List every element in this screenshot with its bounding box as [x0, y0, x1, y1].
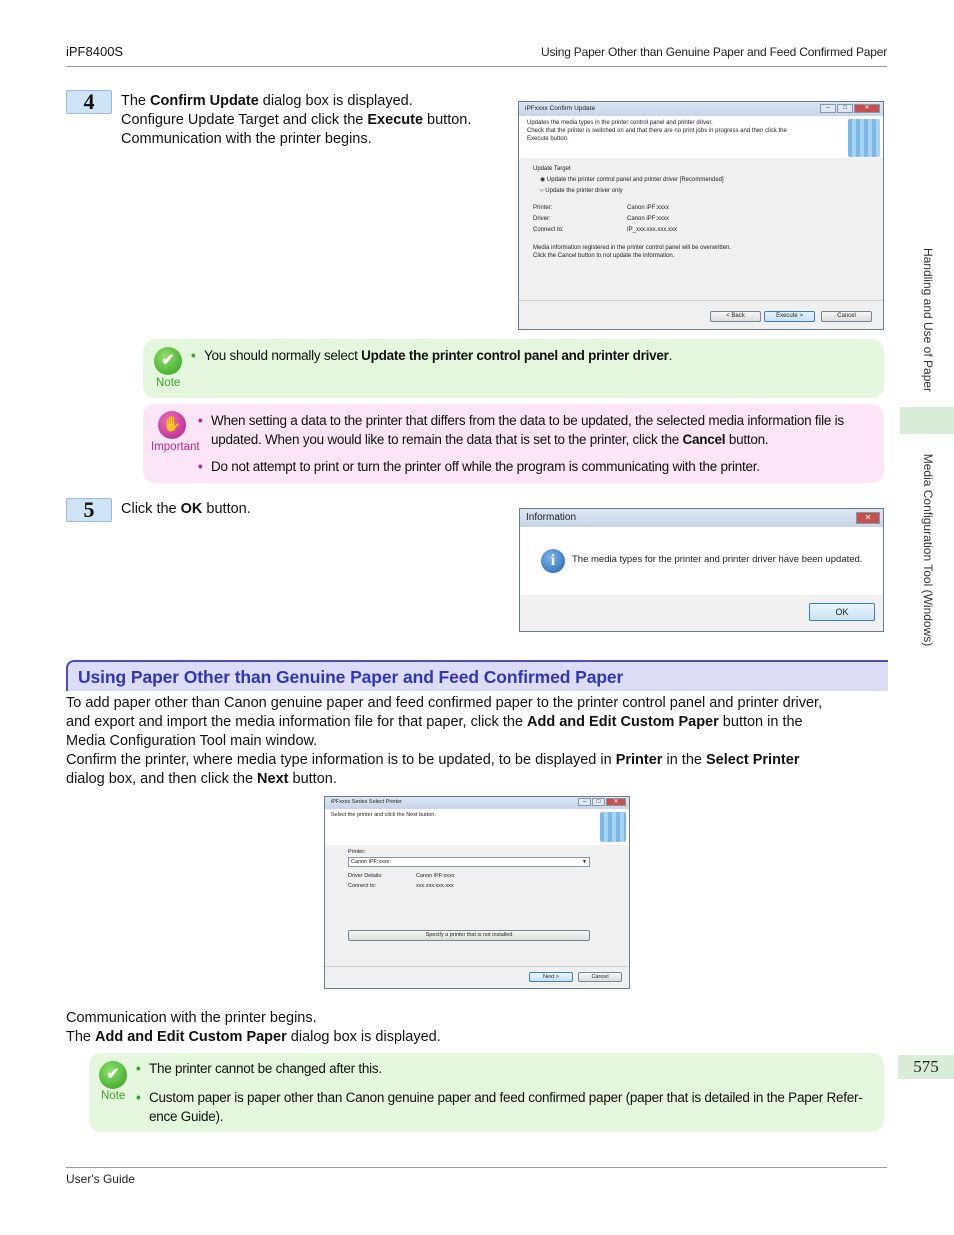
- ok-button[interactable]: OK: [809, 603, 875, 621]
- header-model: iPF8400S: [66, 44, 124, 59]
- next-button[interactable]: Next >: [529, 972, 573, 982]
- dialog-titlebar: iPFxxxx Confirm Update – □ ✕: [519, 102, 883, 116]
- maximize-icon[interactable]: □: [837, 104, 853, 113]
- info-titlebar: Information ✕: [520, 509, 883, 527]
- note-bullet: • You should normally select Update the printer control panel and printer driver.: [191, 348, 673, 363]
- footer-guide: User's Guide: [66, 1172, 135, 1186]
- section-heading: Using Paper Other than Genuine Paper and Feed Confirmed Paper: [66, 660, 888, 691]
- select-printer-dialog: iPFxxxx Series Select Printer – □ ✕ Select the printer and click the Next button. Printer: Canon iPF:xxxx ▼ Driver Details: Canon iPF:xxxx Connect to: xxx.xxx.xxx.xxx Specify a printer that is not installed Next > Cancel: [324, 796, 630, 989]
- footer-rule: [66, 1167, 887, 1168]
- note-bullet-1: • The printer cannot be changed after this.: [136, 1061, 382, 1076]
- step-5-text: Click the OK button.: [121, 501, 251, 517]
- chevron-down-icon: ▼: [582, 859, 587, 865]
- header-chapter-title: Using Paper Other than Genuine Paper and Feed Confirmed Paper: [540, 45, 887, 59]
- printer-select[interactable]: Canon iPF:xxxx ▼: [348, 857, 590, 867]
- step-4-text: The Confirm Update dialog box is displayed. Configure Update Target and click the Execute button. Communication with the printer begins.: [121, 93, 472, 147]
- printer-graphic: [600, 812, 626, 842]
- cancel-button[interactable]: Cancel: [578, 972, 622, 982]
- confirm-update-dialog: iPFxxxx Confirm Update – □ ✕ Updates the media types in the printer control panel and printer driver. Check that the printer is switched on and that there are no print jobs in progress and then click the Execute button. Update Target ◉ Update the printer control panel and printer driver [Recommended] ○ Update the printer driver only Printer: Canon iPF:xxxx Driver: Canon iPF:xxxx Connect to: IP_xxx.xxx.xxx.xxx Media information registered in the printer control panel will be overwritten. Click the Cancel button to not update the information. < Back Execute > Cancel: [518, 101, 884, 330]
- minimize-icon[interactable]: –: [578, 798, 591, 806]
- step-5-badge: 5: [66, 498, 112, 522]
- note-check-icon: ✔: [99, 1061, 127, 1089]
- header-rule: [66, 66, 887, 67]
- important-bullet-2: • Do not attempt to print or turn the printer off while the program is communicating with the printer.: [198, 459, 760, 474]
- side-tab-handling[interactable]: Handling and Use of Paper: [921, 247, 935, 393]
- specify-printer-button[interactable]: Specify a printer that is not installed: [348, 930, 590, 941]
- option-driver-only[interactable]: ○ Update the printer driver only: [540, 188, 623, 194]
- information-dialog: Information ✕ i The media types for the printer and printer driver have been updated. OK: [519, 508, 884, 632]
- close-icon[interactable]: ✕: [854, 104, 880, 113]
- close-icon[interactable]: ✕: [606, 798, 626, 806]
- select-titlebar: iPFxxxx Series Select Printer – □ ✕: [325, 797, 629, 809]
- section-paragraph-1: To add paper other than Canon genuine paper and feed confirmed paper to the printer control panel and printer driver, and export and import the media information file for that paper, click the Add and Edit Custom Paper button in the Media Configuration Tool main window. Confirm the printer, where media type information is to be updated, to be displayed in Printer in the Select Printer dialog box, and then click the Next button.: [66, 695, 823, 787]
- hand-stop-icon: ✋: [158, 411, 186, 439]
- maximize-icon[interactable]: □: [592, 798, 605, 806]
- note-box: ✔ Note • You should normally select Update the printer control panel and printer driver.: [143, 339, 884, 398]
- important-bullet-1: • When setting a data to the printer that differs from the data to be updated, the selected media information file is updated. When you would like to remain the data that is set to the printer, click the Cancel button.: [198, 413, 844, 447]
- important-box: ✋ Important • When setting a data to the printer that differs from the data to be updated, the selected media information file is updated. When you would like to remain the data that is set to the printer, click the Cancel button. • Do not attempt to print or turn the printer off while the program is communicating with the printer.: [143, 404, 884, 483]
- info-icon: i: [541, 549, 565, 573]
- side-tab-media-tool[interactable]: Media Configuration Tool (Windows): [921, 453, 935, 647]
- cancel-button[interactable]: Cancel: [821, 311, 872, 322]
- close-icon[interactable]: ✕: [856, 512, 880, 524]
- back-button[interactable]: < Back: [710, 311, 761, 322]
- execute-button[interactable]: Execute >: [764, 311, 815, 322]
- section-paragraph-2: Communication with the printer begins. The Add and Edit Custom Paper dialog box is displayed.: [66, 1010, 441, 1045]
- printer-graphic: [848, 119, 880, 157]
- note-check-icon: ✔: [154, 347, 182, 375]
- note-box-2: ✔ Note • The printer cannot be changed after this. • Custom paper is paper other than Canon genuine paper and feed confirmed paper (paper that is detailed in the Paper Refer- ence Guide).: [89, 1053, 884, 1132]
- side-tab-marker: [900, 407, 954, 434]
- option-update-both[interactable]: ◉ Update the printer control panel and printer driver [Recommended]: [540, 177, 724, 183]
- minimize-icon[interactable]: –: [820, 104, 836, 113]
- step-4-badge: 4: [66, 90, 112, 114]
- page-number: 575: [898, 1055, 954, 1079]
- note-bullet-2: • Custom paper is paper other than Canon genuine paper and feed confirmed paper (paper that is detailed in the Paper Refer- ence Guide).: [136, 1090, 863, 1124]
